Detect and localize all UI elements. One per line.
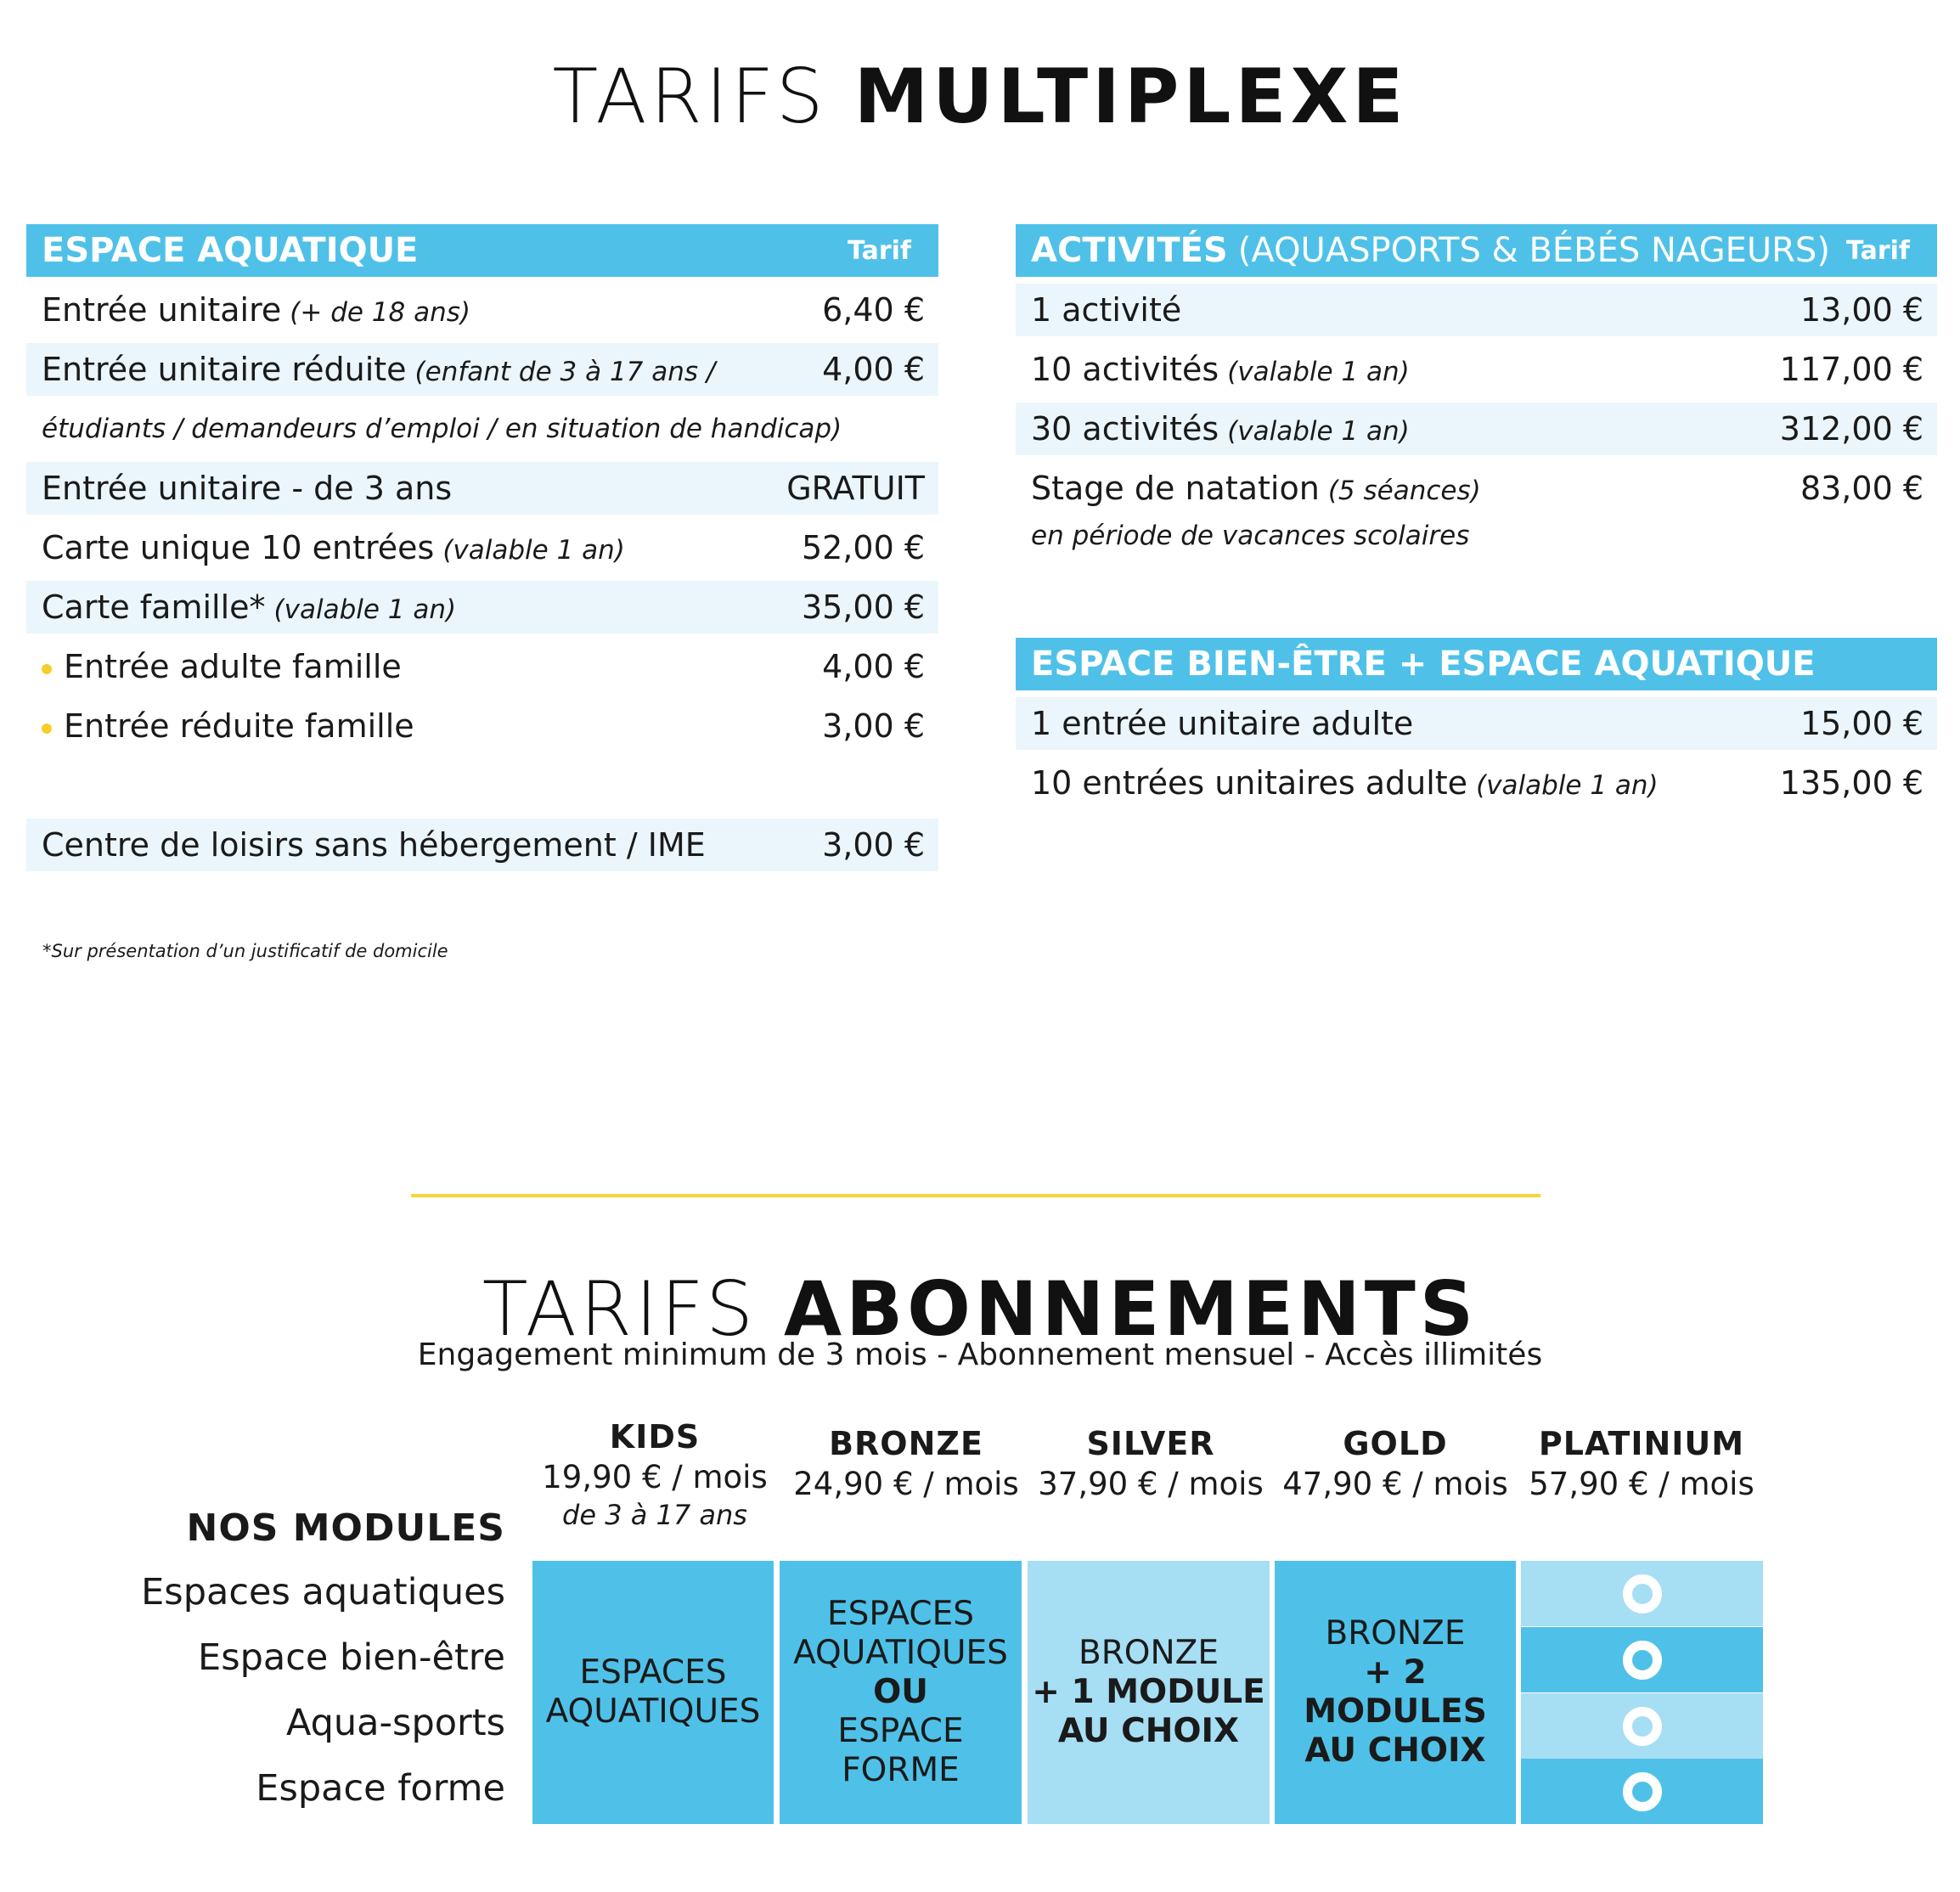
row-label: Entrée unitaire réduite	[42, 351, 407, 388]
row-label: Stage de natation	[1031, 470, 1320, 507]
bien-etre-table	[1016, 638, 1937, 809]
row-price: 135,00 €	[1779, 764, 1923, 802]
row-label: Entrée unitaire	[42, 291, 282, 329]
bien-etre-header-title: ESPACE BIEN-ÊTRE + ESPACE AQUATIQUE	[1031, 645, 1816, 684]
gold-cell	[1275, 1561, 1516, 1824]
row-note: (valable 1 an)	[273, 594, 457, 625]
row-continuation-note: en période de vacances scolaires	[1031, 521, 1470, 551]
row-note: (enfant de 3 à 17 ans /	[414, 357, 716, 387]
plan-header-gold	[1272, 1425, 1518, 1502]
yellow-bullet-icon	[42, 664, 52, 674]
plan-name: GOLD	[1343, 1425, 1448, 1462]
row-label: 30 activités	[1031, 410, 1219, 448]
plan-header-silver	[1028, 1425, 1274, 1502]
row-note: (valable 1 an)	[1476, 770, 1659, 801]
row-price: 35,00 €	[801, 588, 925, 626]
bronze-cell	[780, 1561, 1022, 1824]
module-label: Aqua-sports	[285, 1702, 505, 1744]
row-note: (5 séances)	[1327, 476, 1481, 506]
abonnements-subtitle: Engagement minimum de 3 mois - Abonnement mensuel - Accès illimités	[417, 1337, 1543, 1372]
price-row	[26, 343, 938, 396]
row-label: Entrée unitaire - de 3 ans	[42, 470, 453, 507]
row-label: 1 activité	[1031, 291, 1182, 329]
silver-cell	[1028, 1561, 1270, 1824]
price-row	[26, 700, 938, 752]
module-label: Espace bien-être	[198, 1636, 505, 1679]
cell-line: AU CHOIX	[1304, 1732, 1486, 1770]
row-label: Entrée réduite famille	[64, 707, 414, 745]
footnote: *Sur présentation d’un justificatif de domicile	[42, 941, 448, 961]
platinium-cell	[1521, 1759, 1763, 1824]
multiplexe-title-light: TARIFS	[552, 53, 827, 140]
price-row	[1016, 462, 1937, 515]
tarif-column-label: Tarif	[848, 235, 911, 266]
cell-line: FORME	[842, 1751, 960, 1789]
espace-aquatique-header	[26, 224, 938, 277]
plan-price: 19,90 € / mois	[542, 1459, 768, 1495]
row-label: Entrée adulte famille	[64, 648, 402, 685]
price-row	[1016, 343, 1937, 396]
row-price: 83,00 €	[1799, 470, 1923, 507]
plan-price: 37,90 € / mois	[1038, 1466, 1264, 1502]
ring-icon	[1623, 1574, 1662, 1613]
price-row	[1016, 403, 1937, 455]
price-row	[26, 819, 938, 871]
cell-line: ESPACES	[826, 1595, 975, 1633]
row-price: 4,00 €	[822, 648, 925, 685]
section-divider	[411, 1194, 1540, 1197]
plan-header-kids	[532, 1418, 778, 1531]
row-price: 117,00 €	[1779, 351, 1923, 388]
price-row	[26, 521, 938, 574]
platinium-cell	[1521, 1693, 1763, 1759]
row-label: 10 activités	[1031, 351, 1219, 388]
row-label: Carte famille*	[42, 588, 266, 626]
plan-name: PLATINIUM	[1538, 1425, 1745, 1462]
plan-name: BRONZE	[829, 1425, 983, 1462]
price-row	[26, 581, 938, 633]
row-price: 6,40 €	[822, 291, 925, 329]
row-price: 15,00 €	[1799, 705, 1923, 742]
plan-header-platinium	[1518, 1425, 1765, 1502]
module-label: Espace forme	[256, 1767, 505, 1810]
row-spacer	[26, 759, 938, 812]
bien-etre-header	[1016, 638, 1937, 690]
espace-aquatique-table	[26, 224, 938, 871]
cell-line: AQUATIQUES	[793, 1634, 1008, 1672]
row-price: 52,00 €	[801, 529, 925, 566]
row-label: 1 entrée unitaire adulte	[1031, 705, 1414, 742]
cell-line: + 2 MODULES	[1304, 1653, 1487, 1731]
row-note: (valable 1 an)	[442, 535, 625, 566]
row-price: GRATUIT	[786, 470, 925, 507]
cell-line: BRONZE	[1078, 1634, 1219, 1672]
ring-icon	[1623, 1707, 1662, 1746]
row-note: (valable 1 an)	[1227, 416, 1410, 447]
modules-label: NOS MODULES	[186, 1506, 505, 1550]
row-note: (+ de 18 ans)	[290, 297, 470, 328]
platinium-cell	[1521, 1561, 1763, 1626]
tarif-column-label: Tarif	[1846, 235, 1910, 266]
row-price: 4,00 €	[822, 351, 925, 388]
price-row	[26, 284, 938, 336]
plan-price: 57,90 € / mois	[1529, 1466, 1754, 1502]
row-label: 10 entrées unitaires adulte	[1031, 764, 1468, 802]
cell-line: ESPACE	[837, 1712, 964, 1750]
plan-header-bronze	[783, 1425, 1029, 1502]
activites-header-title: ACTIVITÉS	[1031, 231, 1228, 270]
plan-price: 24,90 € / mois	[793, 1466, 1019, 1502]
plan-subtitle: de 3 à 17 ans	[562, 1499, 747, 1531]
row-price: 312,00 €	[1779, 410, 1923, 448]
platinium-cell	[1521, 1627, 1763, 1692]
price-row	[1016, 697, 1937, 750]
abonnements-title-light: TARIFS	[482, 1265, 758, 1353]
price-row	[26, 640, 938, 693]
cell-line: + 1 MODULE	[1032, 1673, 1265, 1711]
multiplexe-title-bold: MULTIPLEXE	[853, 53, 1408, 140]
price-row	[1016, 284, 1937, 336]
kids-cell	[532, 1561, 774, 1824]
cell-line: BRONZE	[1325, 1614, 1466, 1653]
cell-line: AQUATIQUES	[545, 1692, 761, 1731]
espace-aquatique-header-title: ESPACE AQUATIQUE	[42, 231, 419, 270]
cell-line: OU	[873, 1673, 928, 1711]
cell-line: AU CHOIX	[1057, 1712, 1240, 1750]
activites-header	[1016, 224, 1937, 277]
ring-icon	[1623, 1641, 1662, 1680]
activites-table	[1016, 224, 1937, 557]
row-note: (valable 1 an)	[1227, 357, 1410, 387]
row-price: 13,00 €	[1799, 291, 1923, 329]
activites-header-subtitle: (AQUASPORTS & BÉBÉS NAGEURS)	[1237, 231, 1830, 270]
plan-name: SILVER	[1086, 1425, 1215, 1462]
plan-name: KIDS	[609, 1418, 701, 1456]
row-label: Carte unique 10 entrées	[42, 529, 435, 566]
abonnements-title-bold: ABONNEMENTS	[784, 1265, 1478, 1353]
price-row	[26, 462, 938, 515]
row-price: 3,00 €	[822, 826, 925, 864]
row-continuation-note: étudiants / demandeurs d’emploi / en situation de handicap)	[42, 414, 842, 444]
row-price: 3,00 €	[822, 707, 925, 745]
multiplexe-title	[0, 53, 1960, 140]
cell-line: ESPACES	[579, 1653, 727, 1692]
price-row	[1016, 757, 1937, 809]
row-label: Centre de loisirs sans hébergement / IME	[42, 826, 706, 864]
ring-icon	[1623, 1772, 1662, 1811]
plan-price: 47,90 € / mois	[1282, 1466, 1508, 1502]
module-label: Espaces aquatiques	[141, 1571, 505, 1613]
yellow-bullet-icon	[42, 724, 52, 734]
